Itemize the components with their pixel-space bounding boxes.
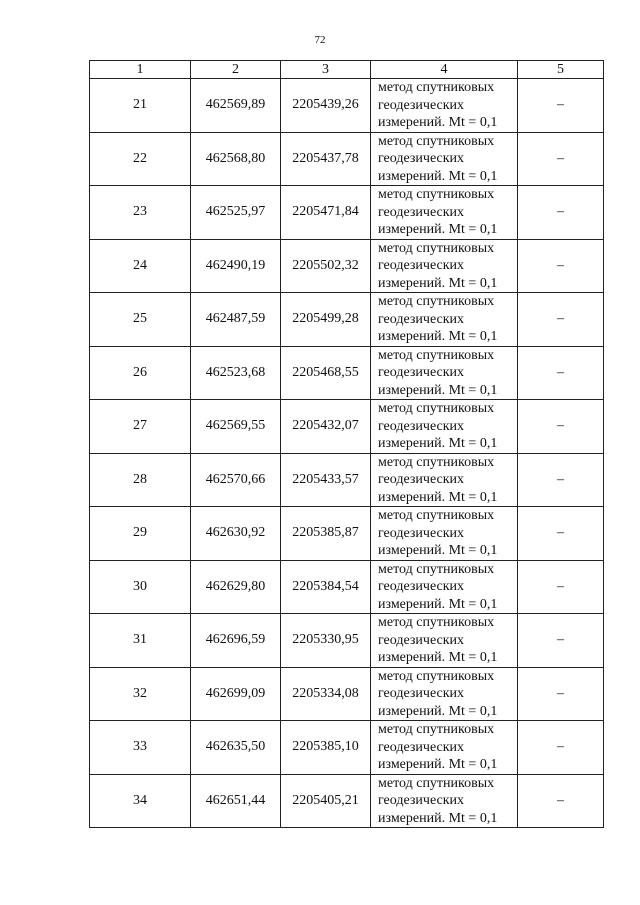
method-line: метод спутниковых <box>378 454 495 470</box>
table-row <box>90 132 604 186</box>
note-cell: – <box>518 79 604 133</box>
table-row <box>90 186 604 240</box>
method-line: геодезических <box>378 579 465 594</box>
method-line: измерений. Mt = 0,1 <box>378 275 498 291</box>
note-cell: – <box>518 667 604 721</box>
method-cell <box>371 507 518 561</box>
y-coordinate: 2205468,55 <box>281 346 371 400</box>
y-coordinate: 2205330,95 <box>281 614 371 668</box>
method-line: метод спутниковых <box>378 561 495 577</box>
column-header: 1 <box>90 61 191 79</box>
y-coordinate: 2205437,78 <box>281 132 371 186</box>
point-number: 23 <box>90 186 191 240</box>
method-line: геодезических <box>378 418 465 434</box>
y-coordinate: 2205471,84 <box>281 186 371 240</box>
table-row <box>90 667 604 721</box>
method-cell <box>371 186 518 240</box>
method-line: геодезических <box>378 686 465 701</box>
note-cell: – <box>518 560 604 614</box>
method-cell <box>371 400 518 454</box>
x-coordinate: 462568,80 <box>191 132 281 186</box>
table-row <box>90 453 604 507</box>
table-row <box>90 400 604 454</box>
y-coordinate: 2205405,21 <box>281 774 371 828</box>
column-header: 5 <box>518 61 604 79</box>
method-line: метод спутниковых <box>378 80 495 95</box>
y-coordinate: 2205384,54 <box>281 560 371 614</box>
method-cell <box>371 79 518 133</box>
method-cell <box>371 132 518 186</box>
note-cell: – <box>518 721 604 775</box>
method-cell <box>371 346 518 400</box>
method-line: метод спутниковых <box>378 401 495 416</box>
point-number: 30 <box>90 560 191 614</box>
note-cell: – <box>518 400 604 454</box>
note-cell: – <box>518 293 604 347</box>
method-line: геодезических <box>378 311 465 327</box>
x-coordinate: 462630,92 <box>191 507 281 561</box>
method-line: геодезических <box>378 365 465 380</box>
x-coordinate: 462635,50 <box>191 721 281 775</box>
method-line: геодезических <box>378 204 465 220</box>
method-line: измерений. Mt = 0,1 <box>378 222 498 237</box>
method-line: измерений. Mt = 0,1 <box>378 115 498 130</box>
column-header: 3 <box>281 61 371 79</box>
page-number: 72 <box>314 34 326 46</box>
x-coordinate: 462651,44 <box>191 774 281 828</box>
table-row <box>90 560 604 614</box>
coordinates-table <box>89 60 604 828</box>
method-line: геодезических <box>378 472 465 487</box>
point-number: 28 <box>90 453 191 507</box>
table-row <box>90 239 604 293</box>
table-row <box>90 614 604 668</box>
y-coordinate: 2205439,26 <box>281 79 371 133</box>
x-coordinate: 462570,66 <box>191 453 281 507</box>
method-line: геодезических <box>378 793 465 808</box>
table-row <box>90 293 604 347</box>
method-line: метод спутниковых <box>378 347 495 363</box>
method-line: метод спутниковых <box>378 775 495 791</box>
note-cell: – <box>518 774 604 828</box>
x-coordinate: 462490,19 <box>191 239 281 293</box>
y-coordinate: 2205432,07 <box>281 400 371 454</box>
method-cell <box>371 667 518 721</box>
note-cell: – <box>518 614 604 668</box>
note-cell: – <box>518 239 604 293</box>
column-header: 4 <box>371 61 518 79</box>
point-number: 26 <box>90 346 191 400</box>
method-line: измерений. Mt = 0,1 <box>378 436 498 451</box>
method-line: геодезических <box>378 97 465 113</box>
point-number: 29 <box>90 507 191 561</box>
method-line: метод спутниковых <box>378 187 495 202</box>
method-line: измерений. Mt = 0,1 <box>378 703 498 719</box>
table-row <box>90 774 604 828</box>
method-line: измерений. Mt = 0,1 <box>378 543 498 558</box>
method-line: метод спутниковых <box>378 668 495 684</box>
x-coordinate: 462569,55 <box>191 400 281 454</box>
point-number: 25 <box>90 293 191 347</box>
method-cell <box>371 453 518 507</box>
x-coordinate: 462699,09 <box>191 667 281 721</box>
table-row <box>90 507 604 561</box>
x-coordinate: 462569,89 <box>191 79 281 133</box>
table-row <box>90 721 604 775</box>
method-line: измерений. Mt = 0,1 <box>378 757 498 772</box>
method-line: метод спутниковых <box>378 294 495 309</box>
point-number: 22 <box>90 132 191 186</box>
y-coordinate: 2205385,87 <box>281 507 371 561</box>
method-line: измерений. Mt = 0,1 <box>378 168 498 184</box>
point-number: 33 <box>90 721 191 775</box>
method-cell <box>371 721 518 775</box>
method-line: измерений. Mt = 0,1 <box>378 650 498 665</box>
point-number: 24 <box>90 239 191 293</box>
y-coordinate: 2205499,28 <box>281 293 371 347</box>
column-header: 2 <box>191 61 281 79</box>
x-coordinate: 462525,97 <box>191 186 281 240</box>
method-line: измерений. Mt = 0,1 <box>378 810 498 826</box>
x-coordinate: 462487,59 <box>191 293 281 347</box>
method-line: метод спутниковых <box>378 240 495 256</box>
method-line: измерений. Mt = 0,1 <box>378 329 498 344</box>
method-cell <box>371 560 518 614</box>
y-coordinate: 2205502,32 <box>281 239 371 293</box>
note-cell: – <box>518 186 604 240</box>
x-coordinate: 462523,68 <box>191 346 281 400</box>
y-coordinate: 2205433,57 <box>281 453 371 507</box>
note-cell: – <box>518 132 604 186</box>
x-coordinate: 462629,80 <box>191 560 281 614</box>
method-cell <box>371 293 518 347</box>
note-cell: – <box>518 507 604 561</box>
point-number: 31 <box>90 614 191 668</box>
table-header-row <box>90 61 604 79</box>
method-line: геодезических <box>378 151 465 166</box>
y-coordinate: 2205334,08 <box>281 667 371 721</box>
method-line: метод спутниковых <box>378 133 495 149</box>
method-line: метод спутниковых <box>378 615 495 630</box>
note-cell: – <box>518 346 604 400</box>
method-line: геодезических <box>378 739 465 755</box>
method-cell <box>371 239 518 293</box>
point-number: 21 <box>90 79 191 133</box>
method-cell <box>371 614 518 668</box>
method-line: метод спутниковых <box>378 722 495 737</box>
method-line: метод спутниковых <box>378 508 495 523</box>
method-line: измерений. Mt = 0,1 <box>378 596 498 612</box>
point-number: 27 <box>90 400 191 454</box>
method-line: измерений. Mt = 0,1 <box>378 489 498 505</box>
method-line: геодезических <box>378 632 465 648</box>
point-number: 34 <box>90 774 191 828</box>
table-row <box>90 346 604 400</box>
note-cell: – <box>518 453 604 507</box>
y-coordinate: 2205385,10 <box>281 721 371 775</box>
method-line: геодезических <box>378 525 465 541</box>
method-line: измерений. Mt = 0,1 <box>378 382 498 398</box>
x-coordinate: 462696,59 <box>191 614 281 668</box>
point-number: 32 <box>90 667 191 721</box>
table-row <box>90 79 604 133</box>
method-line: геодезических <box>378 258 465 273</box>
method-cell <box>371 774 518 828</box>
